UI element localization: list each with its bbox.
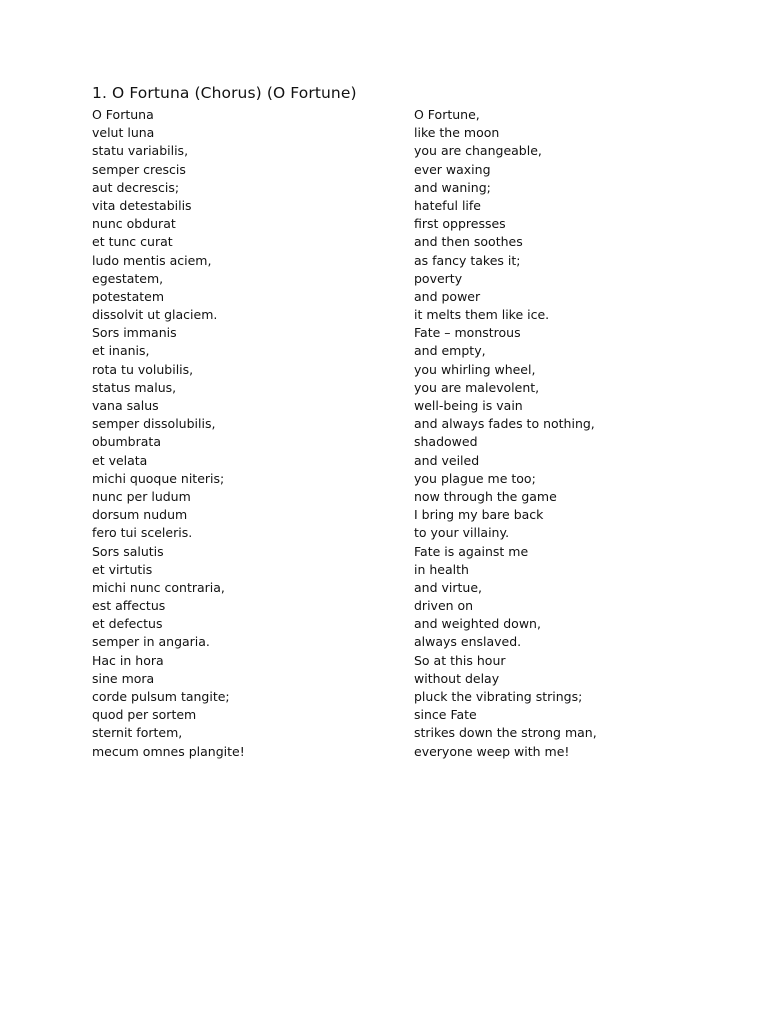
english-line: hateful life	[414, 197, 481, 213]
latin-line: est affectus	[92, 598, 166, 614]
latin-line: nunc obdurat	[92, 216, 176, 232]
latin-line: vana salus	[92, 398, 159, 413]
english-line: shadowed	[414, 434, 478, 450]
english-line: I bring my bare back	[414, 507, 544, 523]
english-line: well-being is vain	[414, 398, 523, 413]
latin-line: statu variabilis,	[92, 143, 189, 159]
english-line: as fancy takes it;	[414, 252, 521, 268]
english-line: and power	[414, 288, 481, 304]
english-line: driven on	[414, 598, 474, 614]
english-line: Fate – monstrous	[414, 325, 521, 341]
latin-line: O Fortuna	[92, 107, 154, 122]
latin-line: et defectus	[92, 616, 163, 632]
english-line: and virtue,	[414, 579, 482, 595]
english-line: and weighted down,	[414, 616, 541, 632]
latin-line: et velata	[92, 452, 148, 468]
english-line: like the moon	[414, 125, 500, 141]
english-line: So at this hour	[414, 652, 506, 668]
latin-line: michi nunc contraria,	[92, 579, 225, 595]
latin-line: rota tu volubilis,	[92, 361, 194, 377]
english-line: first oppresses	[414, 216, 506, 232]
latin-line: semper in angaria.	[92, 634, 210, 650]
english-line: ever waxing	[414, 161, 491, 177]
english-line: since Fate	[414, 707, 477, 723]
latin-line: dorsum nudum	[92, 507, 188, 523]
latin-line: aut decrescis;	[92, 179, 180, 195]
latin-line: Hac in hora	[92, 652, 164, 668]
latin-line: sternit fortem,	[92, 725, 183, 741]
english-line: and always fades to nothing,	[414, 416, 595, 432]
english-line: pluck the vibrating strings;	[414, 689, 583, 704]
latin-line: fero tui sceleris.	[92, 525, 193, 541]
english-line: and veiled	[414, 452, 480, 468]
latin-line: dissolvit ut glaciem.	[92, 307, 218, 323]
english-line: O Fortune,	[414, 107, 480, 122]
latin-lyrics-column	[92, 106, 245, 761]
page-title: 1. O Fortuna (Chorus) (O Fortune)	[92, 84, 357, 102]
latin-line: quod per sortem	[92, 707, 197, 723]
latin-line: et inanis,	[92, 343, 150, 359]
latin-line: sine mora	[92, 670, 155, 686]
latin-line: potestatem	[92, 288, 165, 304]
english-line: without delay	[414, 670, 500, 686]
latin-line: velut luna	[92, 125, 155, 141]
english-line: strikes down the strong man,	[414, 725, 597, 741]
latin-line: Sors salutis	[92, 543, 164, 559]
latin-line: michi quoque niteris;	[92, 470, 225, 486]
latin-line: et virtutis	[92, 561, 153, 577]
english-translation-column	[414, 106, 597, 761]
english-line: you plague me too;	[414, 470, 536, 486]
latin-line: egestatem,	[92, 270, 164, 286]
latin-line: nunc per ludum	[92, 488, 191, 504]
latin-line: corde pulsum tangite;	[92, 689, 230, 704]
latin-line: vita detestabilis	[92, 197, 192, 213]
english-line: poverty	[414, 270, 463, 286]
english-line: Fate is against me	[414, 543, 529, 559]
english-line: it melts them like ice.	[414, 307, 550, 323]
english-line: to your villainy.	[414, 525, 510, 541]
english-line: you are changeable,	[414, 143, 542, 159]
latin-line: et tunc curat	[92, 234, 173, 250]
latin-line: status malus,	[92, 379, 177, 395]
latin-line: ludo mentis aciem,	[92, 252, 212, 268]
english-line: always enslaved.	[414, 634, 522, 650]
latin-line: mecum omnes plangite!	[92, 743, 245, 759]
english-line: and waning;	[414, 179, 491, 195]
english-line: in health	[414, 561, 469, 577]
english-line: now through the game	[414, 488, 557, 504]
english-line: you are malevolent,	[414, 379, 540, 395]
english-line: and then soothes	[414, 234, 523, 250]
latin-line: semper crescis	[92, 161, 186, 177]
english-line: everyone weep with me!	[414, 743, 570, 759]
english-line: you whirling wheel,	[414, 361, 536, 377]
latin-line: obumbrata	[92, 434, 161, 450]
latin-line: semper dissolubilis,	[92, 416, 216, 432]
latin-line: Sors immanis	[92, 325, 177, 341]
english-line: and empty,	[414, 343, 486, 359]
